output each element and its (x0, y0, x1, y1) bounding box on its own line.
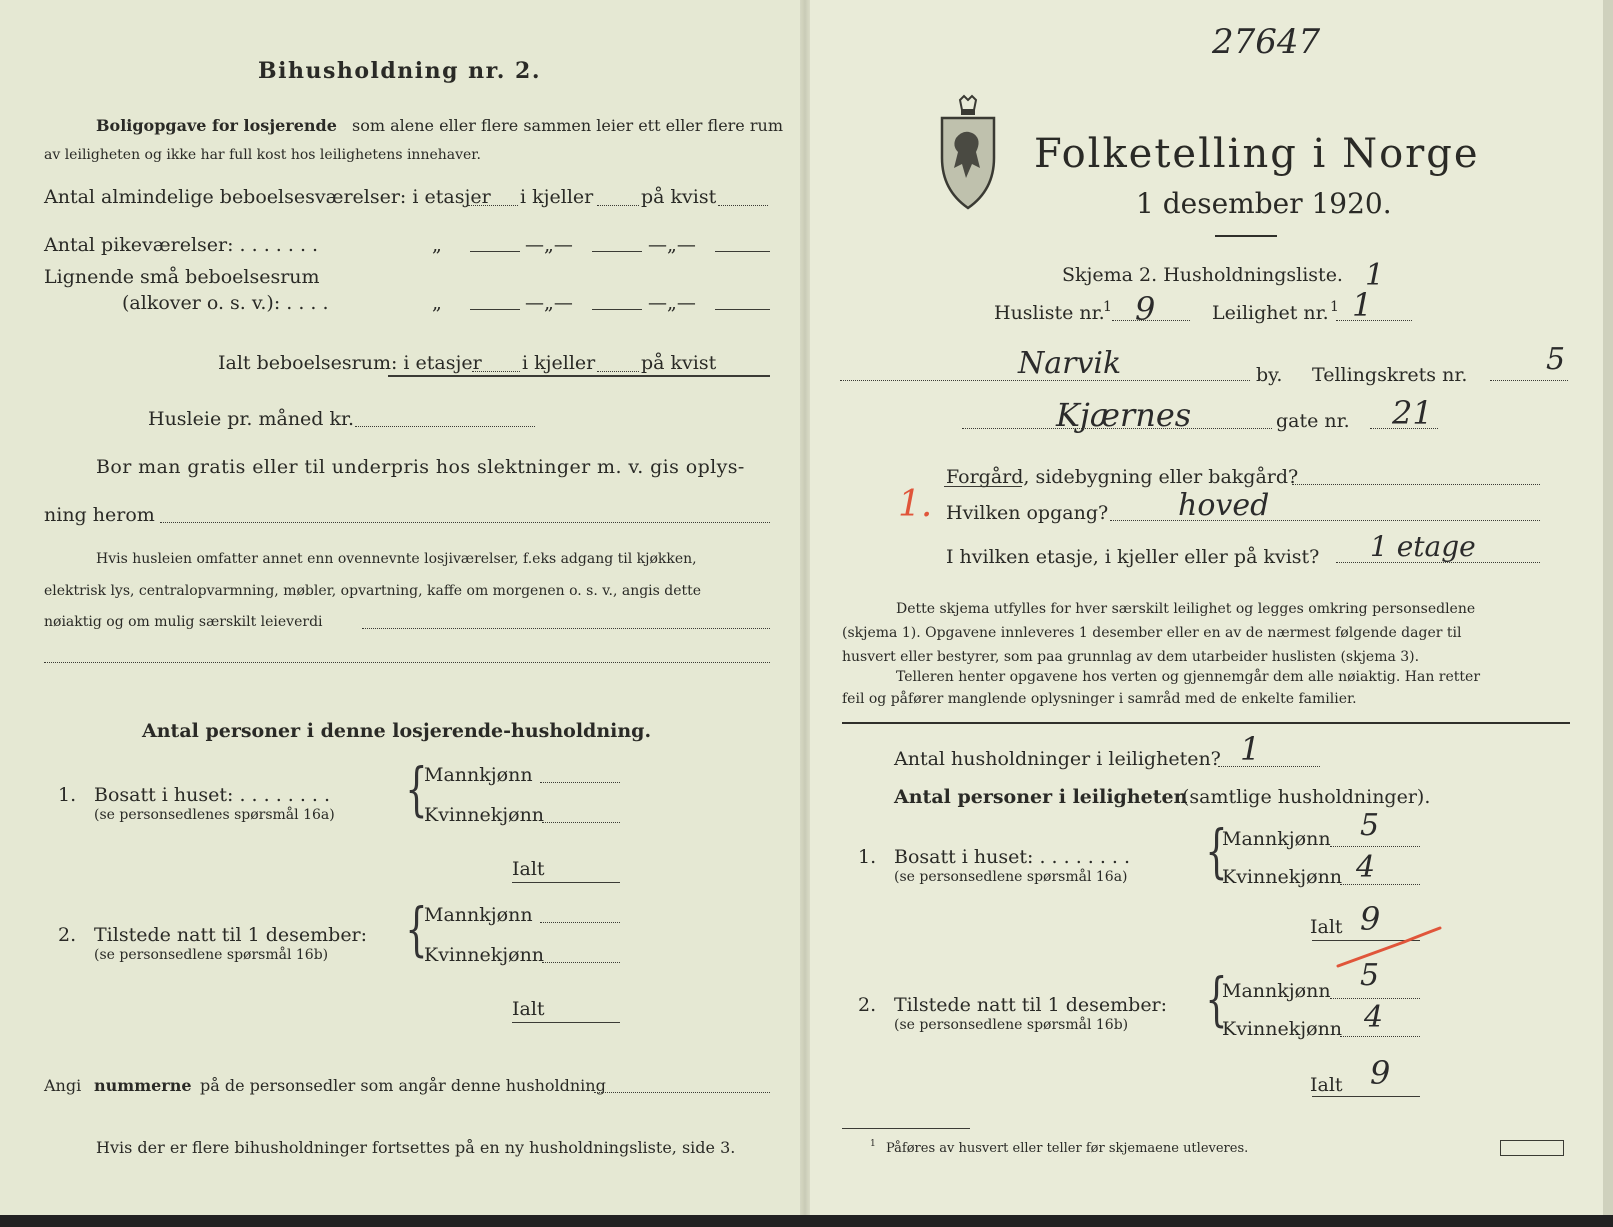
antal-hush-value: 1 (1240, 730, 1261, 768)
lq1-sub: (se personsedlenes spørsmål 16a) (94, 807, 335, 823)
rq2-mann-label: Mannkjønn (1222, 980, 1331, 1002)
rq2-sub: (se personsedlene spørsmål 16b) (894, 1017, 1129, 1033)
angi-prefix: Angi (44, 1076, 82, 1095)
lq1-num: 1. (58, 784, 77, 806)
by-value: Narvik (1018, 346, 1122, 381)
lq2-mann-field (540, 922, 620, 923)
forgaard-label: Forgård, sidebygning eller bakgård? (946, 466, 1299, 488)
footnote-rule (842, 1128, 970, 1129)
angi-rest: på de personsedler som angår denne husholdning (200, 1076, 606, 1095)
tellingskrets-label: Tellingskrets nr. (1312, 364, 1468, 386)
leilighet-label: Leilighet nr. (1212, 302, 1329, 324)
lq1-ialt-field (512, 882, 620, 883)
rq2-kvinne-label: Kvinnekjønn (1222, 1018, 1343, 1040)
pike-field-2 (592, 251, 642, 252)
hvis-field-2 (44, 662, 770, 663)
etasje-label: I hvilken etasje, i kjeller eller på kvist? (946, 546, 1320, 568)
antal-etasjer-field (468, 205, 518, 206)
rq1-kvinne-label: Kvinnekjønn (1222, 866, 1343, 888)
lq2-brace: { (405, 895, 428, 963)
gate-field (962, 428, 1272, 429)
rq1-mann-label: Mannkjønn (1222, 828, 1331, 850)
opgang-label: Hvilken opgang? (946, 502, 1109, 524)
left-title: Bihusholdning nr. 2. (258, 58, 541, 84)
lq2-kvinne-label: Kvinnekjønn (424, 944, 545, 966)
pike-field-3 (715, 251, 770, 252)
antal-hush-label: Antal husholdninger i leiligheten? (894, 748, 1221, 770)
leilighet-value: 1 (1352, 286, 1373, 324)
antal-hush-field (1218, 766, 1320, 767)
antal-personer-title: Antal personer i denne losjerende-husholdning. (142, 720, 652, 742)
gate-nr-value: 21 (1392, 394, 1433, 432)
ialt-underline (388, 375, 770, 377)
rq2-label: Tilstede natt til 1 desember: (894, 994, 1168, 1016)
alkover-field-2 (592, 309, 642, 310)
alkover-ditto-2: —„— (525, 292, 573, 314)
by-label: by. (1256, 364, 1283, 386)
bor-field (160, 522, 770, 523)
husliste-footnote-mark: 1 (1103, 299, 1112, 315)
skjema-label: Skjema 2. Husholdningsliste. (1062, 264, 1343, 286)
rq2-ialt-label: Ialt (1310, 1074, 1343, 1096)
lq2-sub: (se personsedlene spørsmål 16b) (94, 947, 329, 963)
center-fold (800, 0, 810, 1227)
pike-ditto-1: „ (432, 234, 442, 256)
lq1-kvinne-label: Kvinnekjønn (424, 804, 545, 826)
rq2-kvinne-field (1340, 1036, 1420, 1037)
hvis-line2: elektrisk lys, centralopvarmning, møbler, opvartning, kaffe om morgenen o. s. v., angis dette (44, 583, 702, 599)
pike-field-1 (470, 251, 520, 252)
instr-line5: feil og påfører manglende oplysninger i samråd med de enkelte familier. (842, 691, 1357, 707)
rq1-mann-value: 5 (1360, 808, 1380, 843)
intro-bold: Boligopgave for losjerende (96, 116, 337, 135)
gate-value: Kjærnes (1056, 396, 1192, 434)
angi-bold: nummerne (94, 1076, 192, 1095)
ialt-etasjer-field (472, 371, 520, 372)
rq1-label: Bosatt i huset: . . . . . . . . (894, 846, 1131, 868)
rq2-mann-field (1330, 998, 1420, 999)
gate-nr-field (1370, 428, 1438, 429)
lq2-num: 2. (58, 924, 77, 946)
skjema-handwritten: 1 (1365, 258, 1385, 293)
hvis-field (362, 628, 770, 629)
lq2-ialt-label: Ialt (512, 998, 545, 1020)
footnote-mark: 1 (870, 1139, 876, 1149)
bor-line2: ning herom (44, 504, 155, 526)
rq1-kvinne-field (1340, 884, 1420, 885)
rq2-num: 2. (858, 994, 877, 1016)
antal-label: Antal almindelige beboelsesværelser: i etasjer (44, 186, 491, 208)
red-pencil-mark: 1. (898, 484, 933, 525)
tellingskrets-value: 5 (1546, 342, 1566, 377)
lq1-brace: { (405, 755, 428, 823)
lq2-mann-label: Mannkjønn (424, 904, 533, 926)
angi-field (594, 1092, 770, 1093)
husliste-value: 9 (1135, 290, 1156, 328)
rq1-mann-field (1330, 846, 1420, 847)
lq2-kvinne-field (542, 962, 620, 963)
section-rule (842, 722, 1570, 724)
right-title: Folketelling i Norge (1034, 131, 1480, 177)
antal-kjeller-field (597, 205, 639, 206)
rq2-mann-value: 5 (1360, 958, 1380, 993)
instr-line2: (skjema 1). Opgavene innleveres 1 desember eller en av de nærmest følgende dager til (842, 625, 1462, 641)
lq1-ialt-label: Ialt (512, 858, 545, 880)
lq2-label: Tilstede natt til 1 desember: (94, 924, 368, 946)
lq2-ialt-field (512, 1022, 620, 1023)
pike-ditto-3: —„— (648, 234, 696, 256)
rq2-kvinne-value: 4 (1364, 1000, 1384, 1035)
hvis-line3: nøiaktig og om mulig særskilt leieverdi (44, 614, 323, 630)
rq2-ialt-field (1312, 1096, 1420, 1097)
by-field (840, 380, 1250, 381)
lignende-label: Lignende små beboelsesrum (44, 266, 320, 288)
rq2-brace: { (1205, 965, 1228, 1033)
rq1-ialt-value: 9 (1360, 900, 1381, 938)
lq1-kvinne-field (542, 822, 620, 823)
bor-line1: Bor man gratis eller til underpris hos slektninger m. v. gis oplys- (96, 456, 745, 478)
rq1-kvinne-value: 4 (1356, 850, 1376, 885)
pike-ditto-2: —„— (525, 234, 573, 256)
etasje-field (1336, 562, 1540, 563)
husliste-field (1112, 320, 1190, 321)
instr-line1: Dette skjema utfylles for hver særskilt leilighet og legges omkring personsedlene (896, 601, 1476, 617)
alkover-field-1 (470, 309, 520, 310)
antal-kvist-field (718, 205, 768, 206)
instr-line4: Telleren henter opgavene hos verten og gjennemgår dem alle nøiaktig. Han retter (896, 669, 1481, 685)
ialt-i-kjeller: i kjeller (522, 352, 596, 374)
leilighet-field (1336, 320, 1412, 321)
intro-line2: av leiligheten og ikke har full kost hos leilighetens innehaver. (44, 147, 481, 163)
leilighet-footnote-mark: 1 (1330, 299, 1339, 315)
left-footer: Hvis der er flere bihusholdninger fortsettes på en ny husholdningsliste, side 3. (96, 1138, 736, 1157)
footnote-text: Påføres av husvert eller teller før skjemaene utleveres. (886, 1141, 1249, 1156)
title-rule (1215, 235, 1277, 237)
archive-number-handwritten: 27647 (1212, 22, 1321, 62)
etasje-value: 1 etage (1370, 530, 1476, 563)
hvis-line1: Hvis husleien omfatter annet enn ovennevnte losjiværelser, f.eks adgang til kjøkken, (96, 551, 697, 567)
opgang-field (1110, 520, 1540, 521)
rq1-num: 1. (858, 846, 877, 868)
lq1-mann-label: Mannkjønn (424, 764, 533, 786)
alkover-ditto-1: „ (432, 292, 442, 314)
alkover-field-3 (715, 309, 770, 310)
ialt-paa-kvist: på kvist (641, 352, 717, 374)
red-check-mark (1334, 920, 1444, 970)
ialt-label: Ialt beboelsesrum: i etasjer (218, 352, 482, 374)
alkover-ditto-3: —„— (648, 292, 696, 314)
rq1-ialt-label: Ialt (1310, 916, 1343, 938)
antal-i-kjeller: i kjeller (520, 186, 594, 208)
rq1-brace: { (1205, 817, 1228, 885)
ialt-kjeller-field (597, 371, 639, 372)
right-edge (1603, 0, 1613, 1227)
forgaard-field (1292, 484, 1540, 485)
forgaard-underline-mark (944, 486, 1022, 487)
lq1-mann-field (540, 782, 620, 783)
husleie-label: Husleie pr. måned kr. (148, 408, 355, 430)
rq2-ialt-value: 9 (1370, 1054, 1391, 1092)
husliste-label: Husliste nr. (994, 302, 1105, 324)
gate-label: gate nr. (1276, 410, 1350, 432)
antal-paa-kvist: på kvist (641, 186, 717, 208)
lq1-label: Bosatt i huset: . . . . . . . . (94, 784, 331, 806)
tellingskrets-field (1490, 380, 1568, 381)
printer-stamp (1500, 1140, 1564, 1156)
antal-pers-bold: Antal personer i leiligheten (894, 786, 1188, 808)
husleie-field (355, 426, 535, 427)
instr-line3: husvert eller bestyrer, som paa grunnlag av dem utarbeider huslisten (skjema 3). (842, 649, 1420, 665)
bottom-edge (0, 1215, 1613, 1227)
intro-rest: som alene eller flere sammen leier ett eller flere rum (352, 116, 783, 135)
antal-pers-rest: (samtlige husholdninger). (1182, 786, 1431, 808)
pike-label: Antal pikeværelser: . . . . . . . (44, 234, 319, 256)
coat-of-arms-icon (936, 94, 1000, 214)
opgang-value: hoved (1178, 488, 1270, 523)
rq1-sub: (se personsedlene spørsmål 16a) (894, 869, 1128, 885)
alkover-label: (alkover o. s. v.): . . . . (122, 292, 329, 314)
right-date: 1 desember 1920. (1136, 187, 1392, 220)
